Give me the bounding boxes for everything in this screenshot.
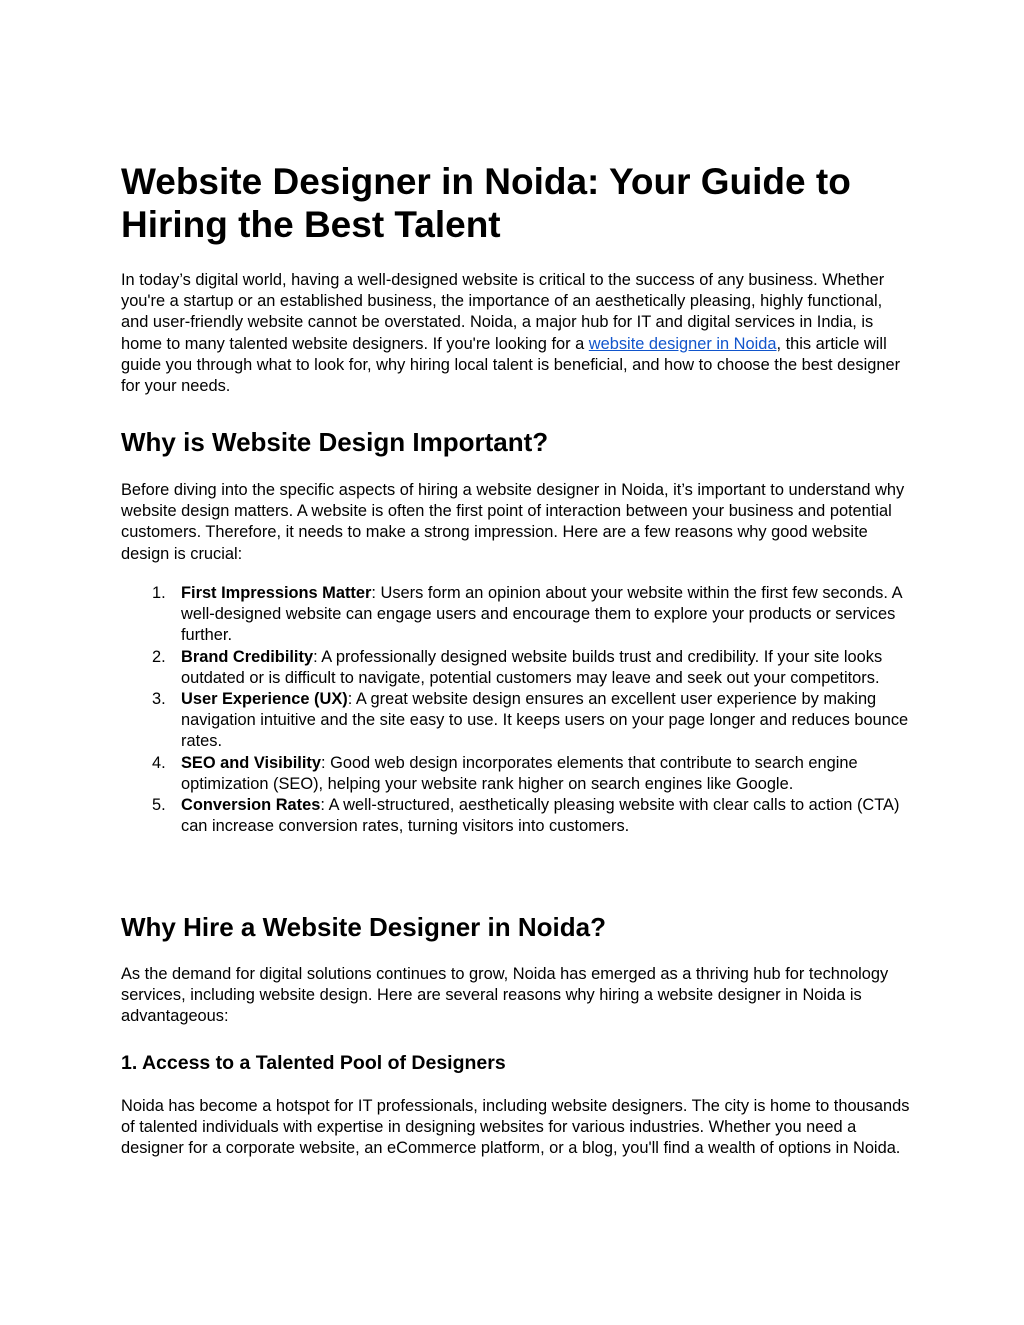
list-item [121, 583, 911, 647]
list-item-text: : A well-structured, aesthetically pleasing website with clear calls to action (CTA) can increase conversion rates, turning visitors into customers. [181, 796, 900, 836]
list-item-term: Brand Credibility [181, 647, 314, 666]
subsection-heading-talent-pool: 1. Access to a Talented Pool of Designers [121, 1052, 506, 1074]
list-number: 3. [152, 690, 166, 709]
list-number: 2. [152, 647, 166, 666]
list-item-term: Conversion Rates [181, 796, 321, 815]
website-designer-link[interactable]: website designer in Noida [588, 334, 777, 353]
reasons-list [121, 583, 911, 837]
intro-paragraph [121, 270, 911, 397]
list-item-text: : A professionally designed website builds trust and credibility. If your site looks outdated or is difficult to navigate, potential customers may leave and seek out your competitors. [181, 647, 883, 687]
list-item-term: First Impressions Matter [181, 584, 372, 602]
list-item-term: SEO and Visibility [181, 753, 321, 772]
list-item [121, 689, 911, 753]
list-item-text: : Users form an opinion about your website within the first few seconds. A well-designed website can engage users and encourage them to explore your products or services further. [181, 584, 902, 645]
importance-paragraph: Before diving into the specific aspects of hiring a website designer in Noida, it’s important to understand why website design matters. A website is often the first point of interaction between your business and potential customers. Therefore, it needs to make a strong impression. Here are a few reasons why good website design is crucial: [121, 481, 905, 563]
list-number: 1. [152, 584, 166, 602]
page-title: Website Designer in Noida: Your Guide to Hiring the Best Talent [121, 161, 851, 245]
list-item-text: : Good web design incorporates elements that contribute to search engine optimization (SEO), helping your website rank higher on search engines like Google. [181, 753, 858, 793]
intro-text-before-link: In today’s digital world, having a well-designed website is critical to the success of any business. Whether you're a startup or an established business, the importance of an aesthetically pleasing, highly functional, and user-friendly website cannot be overstated. Noida, a major hub for IT and digital services in India, is home to many talented website designers. If you're looking for a [121, 271, 885, 353]
list-item [121, 753, 911, 795]
list-item-text: : A great website design ensures an excellent user experience by making navigation intuitive and the site easy to use. It keeps users on your page longer and reduces bounce rates. [181, 690, 909, 751]
list-item [121, 795, 911, 837]
list-number: 4. [152, 753, 166, 772]
list-number: 5. [152, 796, 166, 815]
list-item [121, 647, 911, 689]
why-noida-paragraph: As the demand for digital solutions continues to grow, Noida has emerged as a thriving hub for technology services, including website design. Here are several reasons why hiring a website designer in Noida is advantageous: [121, 965, 889, 1026]
talent-pool-paragraph: Noida has become a hotspot for IT professionals, including website designers. The city is home to thousands of talented individuals with expertise in designing websites for various industries. Whether you need a designer for a corporate website, an eCommerce platform, or a blog, you'll find a wealth of options in Noida. [121, 1097, 910, 1158]
list-item-term: User Experience (UX) [181, 690, 348, 709]
section-heading-importance: Why is Website Design Important? [121, 427, 549, 457]
section-heading-why-noida: Why Hire a Website Designer in Noida? [121, 912, 606, 942]
intro-text-after-link: , this article will guide you through what to look for, why hiring local talent is beneficial, and how to choose the best designer for your needs. [121, 334, 901, 396]
